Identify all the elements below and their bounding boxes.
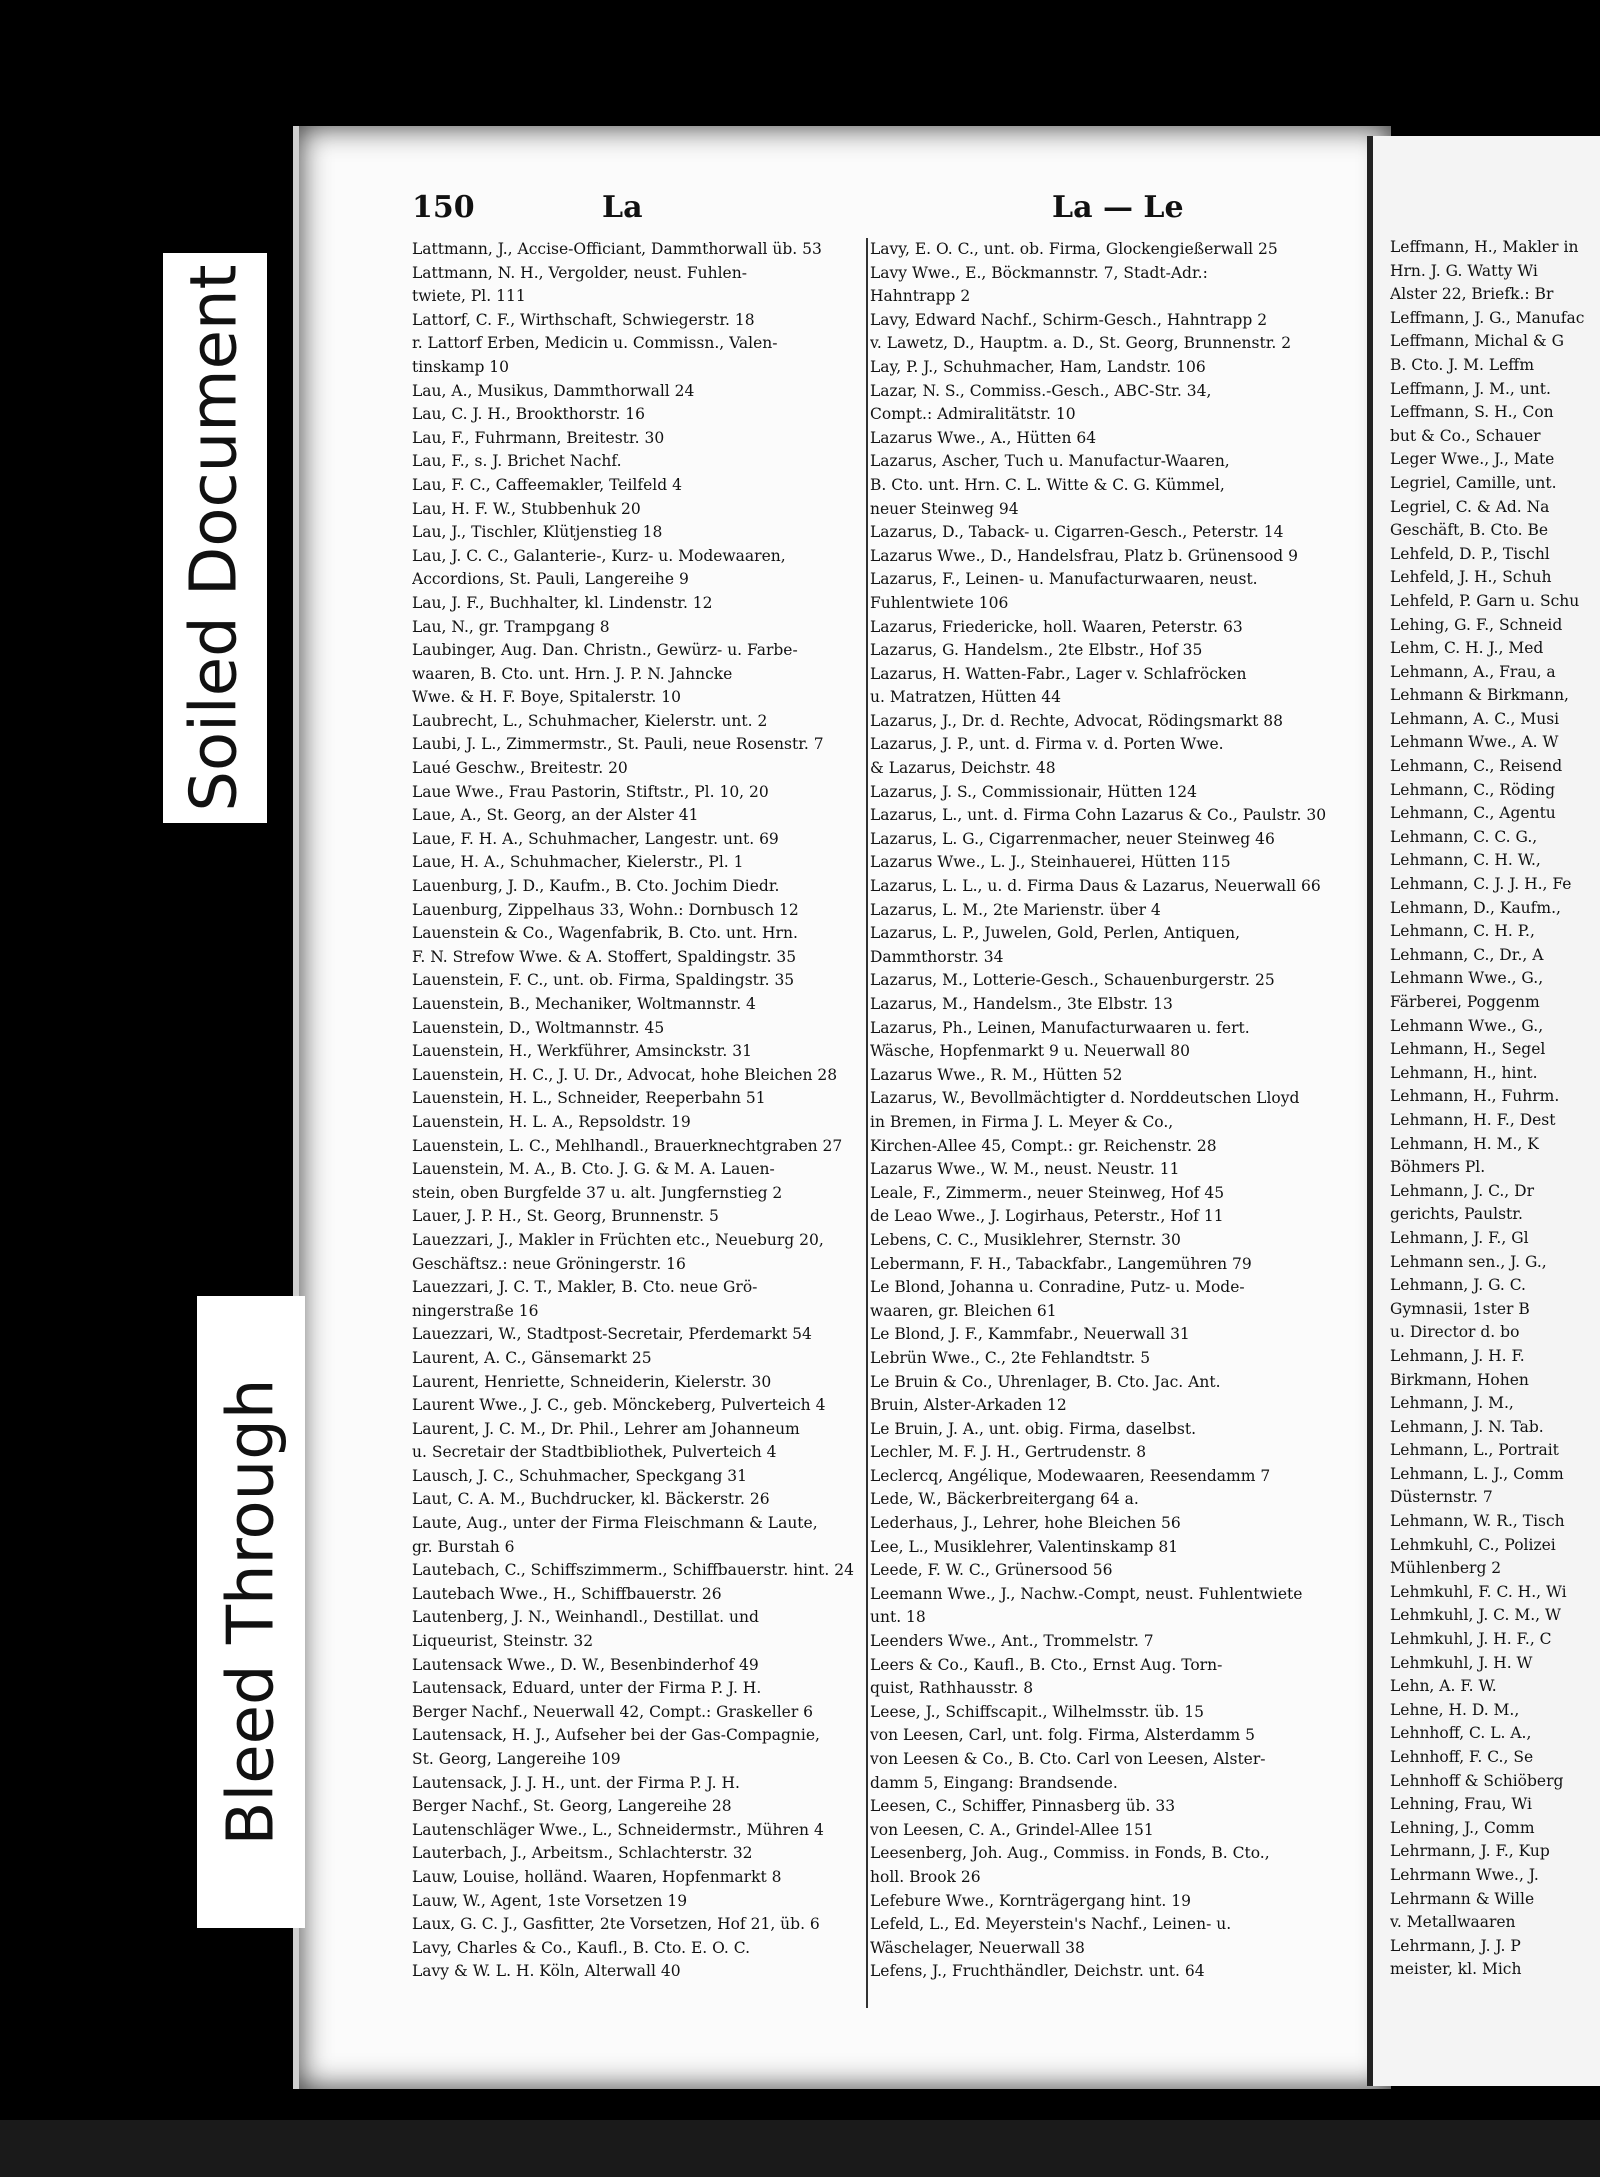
- directory-entry: in Bremen, in Firma J. L. Meyer & Co.,: [870, 1112, 1174, 1131]
- directory-entry: Berger Nachf., Neuerwall 42, Compt.: Graskeller 6: [412, 1702, 814, 1721]
- directory-entry: Lavy, E. O. C., unt. ob. Firma, Glockengießerwall 25: [870, 240, 1278, 258]
- directory-entry: Leesen, C., Schiffer, Pinnasberg üb. 33: [870, 1797, 1176, 1816]
- directory-entry: Lauenstein, H. L. A., Repsoldstr. 19: [412, 1112, 691, 1131]
- directory-entry: Lausch, J. C., Schuhmacher, Speckgang 31: [412, 1466, 748, 1485]
- directory-entry: Lehmann, J. C., Dr: [1390, 1181, 1534, 1200]
- directory-entry: Lazarus Wwe., W. M., neust. Neustr. 11: [870, 1160, 1180, 1179]
- directory-entry: von Leesen, C. A., Grindel-Allee 151: [870, 1820, 1154, 1839]
- directory-entry: Lauenstein & Co., Wagenfabrik, B. Cto. unt. Hrn.: [412, 924, 798, 943]
- directory-entry: Lazarus, Friedericke, holl. Waaren, Peterstr. 63: [870, 617, 1243, 636]
- directory-entry: Lazarus, H. Watten-Fabr., Lager v. Schlafröcken: [870, 664, 1247, 683]
- directory-entry: Leffmann, J. G., Manufac: [1390, 308, 1585, 327]
- directory-entry: waaren, B. Cto. unt. Hrn. J. P. N. Jahncke: [412, 664, 733, 683]
- directory-entry: Lauezzari, J., Makler in Früchten etc., Neueburg 20,: [412, 1230, 824, 1249]
- directory-entry: Lauenstein, H. L., Schneider, Reeperbahn 51: [412, 1089, 766, 1108]
- directory-entry: Lee, L., Musiklehrer, Valentinskamp 81: [870, 1537, 1179, 1556]
- directory-entry: Lautensack, H. J., Aufseher bei der Gas-Compagnie,: [412, 1726, 820, 1745]
- directory-entry: von Leesen, Carl, unt. folg. Firma, Alsterdamm 5: [870, 1726, 1255, 1745]
- directory-entry: Lazarus, J., Dr. d. Rechte, Advocat, Rödingsmarkt 88: [870, 711, 1284, 730]
- directory-entry: Gymnasii, 1ster B: [1390, 1299, 1530, 1318]
- directory-entry: Lehmann, C. J. J. H., Fe: [1390, 875, 1572, 894]
- directory-entry: Lehmkuhl, F. C. H., Wi: [1390, 1582, 1567, 1601]
- directory-entry: Lavy, Charles & Co., Kaufl., B. Cto. E. O. C.: [412, 1938, 750, 1957]
- directory-entry: quist, Rathhausstr. 8: [870, 1679, 1034, 1698]
- directory-entry: Fuhlentwiete 106: [870, 593, 1009, 612]
- directory-entry: Böhmers Pl.: [1390, 1158, 1486, 1177]
- directory-entry: Wäsche, Hopfenmarkt 9 u. Neuerwall 80: [870, 1042, 1191, 1061]
- directory-entry: Lehmann, H., Fuhrm.: [1390, 1087, 1560, 1106]
- directory-entry: Lautensack, J. J. H., unt. der Firma P. J. H.: [412, 1773, 740, 1792]
- directory-entry: Lauw, W., Agent, 1ste Vorsetzen 19: [412, 1891, 688, 1910]
- directory-entry: Lauenstein, D., Woltmannstr. 45: [412, 1018, 665, 1037]
- directory-entry: Lau, H. F. W., Stubbenhuk 20: [412, 499, 641, 518]
- scanner-edge: [0, 2120, 1600, 2177]
- directory-entry: Lavy Wwe., E., Böckmannstr. 7, Stadt-Adr.:: [870, 263, 1208, 282]
- directory-entry: Lau, N., gr. Trampgang 8: [412, 617, 610, 636]
- directory-entry: Compt.: Admiralitätstr. 10: [870, 405, 1076, 424]
- directory-entry: twiete, Pl. 111: [412, 287, 526, 306]
- directory-entry: Lauenburg, J. D., Kaufm., B. Cto. Jochim Diedr.: [412, 877, 780, 896]
- directory-entry: Lehnhoff, C. L. A.,: [1390, 1724, 1532, 1743]
- directory-entry: Hahntrapp 2: [870, 287, 971, 306]
- directory-entry: Laurent, Henriette, Schneiderin, Kielerstr. 30: [412, 1372, 772, 1391]
- directory-entry: & Lazarus, Deichstr. 48: [870, 759, 1056, 778]
- directory-entry: Lazarus, Ascher, Tuch u. Manufactur-Waaren,: [870, 452, 1230, 471]
- directory-entry: Lau, J. C. C., Galanterie-, Kurz- u. Modewaaren,: [412, 546, 786, 565]
- directory-entry: Lau, A., Musikus, Dammthorwall 24: [412, 381, 695, 400]
- bleed-through-label: [197, 1296, 305, 1928]
- directory-entry: Lau, F., Fuhrmann, Breitestr. 30: [412, 428, 665, 447]
- directory-entry: Lauer, J. P. H., St. Georg, Brunnenstr. 5: [412, 1207, 719, 1226]
- directory-entry: Lau, C. J. H., Brookthorstr. 16: [412, 405, 645, 424]
- directory-entry: u. Secretair der Stadtbibliothek, Pulverteich 4: [412, 1443, 777, 1462]
- directory-entry: Berger Nachf., St. Georg, Langereihe 28: [412, 1797, 732, 1816]
- directory-entry: Mühlenberg 2: [1390, 1559, 1502, 1578]
- directory-entry: Lazarus, G. Handelsm., 2te Elbstr., Hof 35: [870, 641, 1203, 660]
- directory-entry: Lehmann sen., J. G.,: [1390, 1252, 1547, 1271]
- directory-entry: Laubi, J. L., Zimmermstr., St. Pauli, neue Rosenstr. 7: [412, 735, 824, 754]
- directory-entry: Lede, W., Bäckerbreitergang 64 a.: [870, 1490, 1139, 1509]
- directory-entry: Lehmkuhl, J. H. W: [1390, 1653, 1533, 1672]
- directory-entry: Lehmkuhl, C., Polizei: [1390, 1535, 1556, 1554]
- directory-entry: Lazarus, L., unt. d. Firma Cohn Lazarus & Co., Paulstr. 30: [870, 806, 1327, 825]
- directory-entry: Leese, J., Schiffscapit., Wilhelmsstr. üb. 15: [870, 1702, 1204, 1721]
- directory-entry: Lay, P. J., Schuhmacher, Ham, Landstr. 106: [870, 357, 1206, 376]
- directory-entry: Lautensack, Eduard, unter der Firma P. J. H.: [412, 1679, 762, 1698]
- directory-entry: Leffmann, H., Makler in: [1390, 238, 1579, 256]
- directory-entry: Lehmann, A., Frau, a: [1390, 662, 1556, 681]
- directory-entry: Lehmann Wwe., G.,: [1390, 1016, 1544, 1035]
- directory-entry: Lazarus, L. M., 2te Marienstr. über 4: [870, 900, 1161, 919]
- directory-entry: u. Director d. bo: [1390, 1323, 1520, 1342]
- directory-entry: Lehfeld, J. H., Schuh: [1390, 568, 1552, 587]
- directory-entry: gerichts, Paulstr.: [1390, 1205, 1523, 1224]
- directory-entry: Lehmann, H. F., Dest: [1390, 1110, 1556, 1129]
- directory-entry: stein, oben Burgfelde 37 u. alt. Jungfernstieg 2: [412, 1183, 783, 1202]
- directory-entry: St. Georg, Langereihe 109: [412, 1750, 621, 1768]
- directory-entry: Lehmann, C. H. P.,: [1390, 922, 1535, 941]
- directory-entry: Laue, H. A., Schuhmacher, Kielerstr., Pl. 1: [412, 853, 744, 872]
- column-divider: [866, 238, 868, 2008]
- directory-entry: Lebermann, F. H., Tabackfabr., Langemühren 79: [870, 1254, 1252, 1273]
- directory-entry: Lazarus, W., Bevollmächtigter d. Norddeutschen Lloyd: [870, 1089, 1300, 1108]
- directory-entry: Lazarus Wwe., A., Hütten 64: [870, 428, 1097, 447]
- directory-entry: Lehmann Wwe., A. W: [1390, 733, 1559, 752]
- directory-entry: Legriel, Camille, unt.: [1390, 473, 1557, 492]
- directory-entry: Lavy, Edward Nachf., Schirm-Gesch., Hahntrapp 2: [870, 310, 1268, 329]
- directory-entry: Lehmann, A. C., Musi: [1390, 709, 1560, 728]
- directory-entry: Lazarus, L. G., Cigarrenmacher, neuer Steinweg 46: [870, 829, 1275, 848]
- left-column: [412, 238, 877, 1984]
- directory-entry: Lattmann, J., Accise-Officiant, Dammthorwall üb. 53: [412, 240, 822, 258]
- directory-entry: Laurent, A. C., Gänsemarkt 25: [412, 1348, 652, 1367]
- directory-entry: Legriel, C. & Ad. Na: [1390, 497, 1550, 516]
- directory-entry: Lazarus, J. S., Commissionair, Hütten 124: [870, 782, 1197, 801]
- directory-entry: Lehmann, C. C. G.,: [1390, 827, 1538, 846]
- directory-entry: Lazarus, M., Lotterie-Gesch., Schauenburgerstr. 25: [870, 971, 1275, 990]
- directory-entry: Leede, F. W. C., Grünersood 56: [870, 1561, 1113, 1580]
- directory-entry: Kirchen-Allee 45, Compt.: gr. Reichenstr. 28: [870, 1136, 1217, 1155]
- directory-entry: v. Lawetz, D., Hauptm. a. D., St. Georg, Brunnenstr. 2: [870, 334, 1292, 353]
- directory-entry: Lehmann, C., Dr., A: [1390, 945, 1544, 964]
- directory-entry: Laurent, J. C. M., Dr. Phil., Lehrer am Johanneum: [412, 1419, 800, 1438]
- directory-entry: Lehmann, W. R., Tisch: [1390, 1512, 1565, 1531]
- directory-entry: Lautenschläger Wwe., L., Schneidermstr., Mühren 4: [412, 1820, 824, 1839]
- directory-entry: Lau, F., s. J. Brichet Nachf.: [412, 452, 622, 471]
- directory-entry: Lehmann, J. H. F.: [1390, 1346, 1525, 1365]
- directory-entry: Lauenstein, B., Mechaniker, Woltmannstr. 4: [412, 995, 756, 1013]
- directory-entry: holl. Brook 26: [870, 1867, 981, 1886]
- directory-entry: unt. 18: [870, 1608, 926, 1627]
- directory-entry: Leffmann, S. H., Con: [1390, 403, 1554, 422]
- directory-entry: Bruin, Alster-Arkaden 12: [870, 1396, 1067, 1415]
- directory-entry: Lehmann, J. N. Tab.: [1390, 1417, 1544, 1436]
- dark-background: [1300, 0, 1600, 126]
- directory-entry: Leffmann, J. M., unt.: [1390, 379, 1551, 398]
- directory-entry: Leenders Wwe., Ant., Trommelstr. 7: [870, 1632, 1154, 1651]
- soiled-document-text: Soiled Document: [178, 264, 252, 812]
- directory-entry: de Leao Wwe., J. Logirhaus, Peterstr., Hof 11: [870, 1207, 1224, 1226]
- directory-entry: Lazarus, D., Taback- u. Cigarren-Gesch., Peterstr. 14: [870, 523, 1284, 542]
- directory-entry: Lazarus Wwe., D., Handelsfrau, Platz b. Grünensood 9: [870, 546, 1298, 565]
- directory-entry: Lazarus Wwe., L. J., Steinhauerei, Hütten 115: [870, 853, 1231, 872]
- left-running-head: La: [602, 190, 643, 225]
- directory-entry: Lautebach, C., Schiffszimmerm., Schiffbauerstr. hint. 24: [412, 1561, 854, 1580]
- directory-entry: Lauenstein, H. C., J. U. Dr., Advocat, hohe Bleichen 28: [412, 1065, 838, 1084]
- directory-entry: Lehrmann, J. J. P: [1390, 1936, 1521, 1955]
- directory-entry: Leers & Co., Kaufl., B. Cto., Ernst Aug. Torn-: [870, 1655, 1223, 1674]
- directory-entry: B. Cto. J. M. Leffm: [1390, 355, 1535, 374]
- directory-entry: Lehmann, H., hint.: [1390, 1063, 1538, 1082]
- page-number: 150: [412, 190, 475, 225]
- directory-entry: Lauw, Louise, holländ. Waaren, Hopfenmarkt 8: [412, 1867, 782, 1886]
- directory-entry: Liqueurist, Steinstr. 32: [412, 1632, 594, 1651]
- directory-entry: Lauenstein, F. C., unt. ob. Firma, Spaldingstr. 35: [412, 971, 795, 990]
- directory-entry: Lehm, C. H. J., Med: [1390, 639, 1544, 658]
- directory-entry: Laurent Wwe., J. C., geb. Mönckeberg, Pulverteich 4: [412, 1396, 826, 1415]
- directory-entry: v. Metallwaaren: [1390, 1913, 1516, 1932]
- directory-entry: Lehfeld, P. Garn u. Schu: [1390, 591, 1580, 610]
- directory-entry: Lautenberg, J. N., Weinhandl., Destillat. und: [412, 1608, 759, 1627]
- directory-entry: Lehmann, D., Kaufm.,: [1390, 898, 1561, 917]
- directory-entry: Lehmann Wwe., G.,: [1390, 969, 1544, 988]
- directory-entry: Leger Wwe., J., Mate: [1390, 450, 1555, 469]
- directory-entry: Lehning, Frau, Wi: [1390, 1795, 1533, 1814]
- directory-entry: Lehmkuhl, J. C. M., W: [1390, 1606, 1561, 1625]
- directory-entry: Leale, F., Zimmerm., neuer Steinweg, Hof 45: [870, 1183, 1225, 1202]
- directory-entry: Lauterbach, J., Arbeitsm., Schlachterstr. 32: [412, 1844, 753, 1863]
- bleed-through-text: Bleed Through: [214, 1378, 288, 1846]
- directory-entry: Lattmann, N. H., Vergolder, neust. Fuhlen-: [412, 263, 747, 282]
- directory-entry: Leffmann, Michal & G: [1390, 332, 1564, 351]
- directory-entry: Dammthorstr. 34: [870, 947, 1004, 966]
- directory-entry: Lehmann, H., Segel: [1390, 1040, 1546, 1059]
- directory-entry: Lehmann, J. F., Gl: [1390, 1228, 1529, 1247]
- directory-entry: Lehnhoff, F. C., Se: [1390, 1748, 1534, 1766]
- directory-entry: Lattorf, C. F., Wirthschaft, Schwiegerstr. 18: [412, 310, 755, 329]
- directory-entry: Laut, C. A. M., Buchdrucker, kl. Bäckerstr. 26: [412, 1490, 770, 1509]
- directory-entry: Lauezzari, W., Stadtpost-Secretair, Pferdemarkt 54: [412, 1325, 812, 1344]
- page-header: [412, 190, 1342, 234]
- directory-entry: damm 5, Eingang: Brandsende.: [870, 1773, 1118, 1792]
- directory-entry: Lehmann, L. J., Comm: [1390, 1464, 1564, 1483]
- directory-entry: Lehning, J., Comm: [1390, 1818, 1535, 1837]
- directory-entry: Wäschelager, Neuerwall 38: [870, 1938, 1085, 1957]
- directory-entry: Lehmann, H. M., K: [1390, 1134, 1539, 1153]
- directory-entry: neuer Steinweg 94: [870, 499, 1019, 518]
- directory-entry: Lehfeld, D. P., Tischl: [1390, 544, 1550, 563]
- directory-entry: u. Matratzen, Hütten 44: [870, 688, 1061, 707]
- directory-entry: Lau, F. C., Caffeemakler, Teilfeld 4: [412, 475, 682, 494]
- directory-entry: Leemann Wwe., J., Nachw.-Compt, neust. Fuhlentwiete: [870, 1584, 1303, 1603]
- directory-entry: Lehmkuhl, J. H. F., C: [1390, 1630, 1552, 1649]
- directory-entry: Lehmann, C., Röding: [1390, 780, 1556, 799]
- directory-entry: Lavy & W. L. H. Köln, Alterwall 40: [412, 1962, 681, 1981]
- directory-entry: Lazarus, M., Handelsm., 3te Elbstr. 13: [870, 995, 1173, 1013]
- directory-entry: Düsternstr. 7: [1390, 1488, 1493, 1507]
- directory-entry: r. Lattorf Erben, Medicin u. Commissn., Valen-: [412, 334, 778, 353]
- directory-entry: Lehmann, L., Portrait: [1390, 1441, 1559, 1460]
- directory-entry: Lederhaus, J., Lehrer, hohe Bleichen 56: [870, 1514, 1181, 1533]
- directory-entry: Laute, Aug., unter der Firma Fleischmann & Laute,: [412, 1514, 818, 1533]
- directory-entry: Lautensack Wwe., D. W., Besenbinderhof 49: [412, 1655, 759, 1674]
- directory-entry: Lefens, J., Fruchthändler, Deichstr. unt. 64: [870, 1962, 1205, 1981]
- directory-entry: F. N. Strefow Wwe. & A. Stoffert, Spaldingstr. 35: [412, 947, 797, 966]
- directory-entry: tinskamp 10: [412, 357, 510, 376]
- directory-entry: but & Co., Schauer: [1390, 426, 1541, 445]
- directory-entry: Lebens, C. C., Musiklehrer, Sternstr. 30: [870, 1230, 1181, 1249]
- directory-entry: Lazarus Wwe., R. M., Hütten 52: [870, 1065, 1123, 1084]
- directory-entry: Accordions, St. Pauli, Langereihe 9: [412, 570, 689, 589]
- directory-entry: Lauenburg, Zippelhaus 33, Wohn.: Dornbusch 12: [412, 900, 799, 919]
- directory-entry: meister, kl. Mich: [1390, 1960, 1522, 1979]
- directory-entry: Lehmann, J. G. C.: [1390, 1276, 1526, 1295]
- directory-entry: Leesenberg, Joh. Aug., Commiss. in Fonds, B. Cto.,: [870, 1844, 1270, 1863]
- directory-entry: ningerstraße 16: [412, 1301, 539, 1320]
- next-page-column: [1390, 236, 1600, 1982]
- directory-entry: Lauenstein, L. C., Mehlhandl., Brauerknechtgraben 27: [412, 1136, 843, 1155]
- directory-entry: Laue, A., St. Georg, an der Alster 41: [412, 806, 699, 825]
- directory-entry: Lefebure Wwe., Kornträgergang hint. 19: [870, 1891, 1191, 1910]
- directory-entry: Lehmann, C., Reisend: [1390, 757, 1563, 776]
- directory-entry: Lazarus, L. P., Juwelen, Gold, Perlen, Antiquen,: [870, 924, 1241, 943]
- directory-entry: von Leesen & Co., B. Cto. Carl von Leesen, Alster-: [870, 1750, 1266, 1768]
- directory-entry: Laux, G. C. J., Gasfitter, 2te Vorsetzen, Hof 21, üb. 6: [412, 1915, 820, 1934]
- directory-entry: B. Cto. unt. Hrn. C. L. Witte & C. G. Kümmel,: [870, 475, 1225, 494]
- directory-entry: Geschäft, B. Cto. Be: [1390, 521, 1549, 540]
- directory-entry: Lauezzari, J. C. T., Makler, B. Cto. neue Grö-: [412, 1278, 758, 1297]
- directory-entry: Le Bruin, J. A., unt. obig. Firma, daselbst.: [870, 1419, 1197, 1438]
- directory-entry: Birkmann, Hohen: [1390, 1370, 1529, 1389]
- directory-entry: Lauenstein, H., Werkführer, Amsinckstr. 31: [412, 1042, 752, 1061]
- directory-entry: Laubinger, Aug. Dan. Christn., Gewürz- u. Farbe-: [412, 641, 798, 660]
- directory-entry: gr. Burstah 6: [412, 1537, 515, 1556]
- directory-entry: Lehmann, C., Agentu: [1390, 804, 1556, 823]
- directory-entry: Lehmann, C. H. W.,: [1390, 851, 1541, 870]
- directory-entry: Lau, J. F., Buchhalter, kl. Lindenstr. 12: [412, 593, 713, 612]
- directory-entry: Le Blond, Johanna u. Conradine, Putz- u. Mode-: [870, 1278, 1245, 1297]
- directory-entry: Lehne, H. D. M.,: [1390, 1700, 1520, 1719]
- directory-entry: Lehnhoff & Schiöberg: [1390, 1771, 1564, 1790]
- directory-entry: Lefeld, L., Ed. Meyerstein's Nachf., Leinen- u.: [870, 1915, 1232, 1934]
- right-column: [870, 238, 1335, 1984]
- directory-entry: Lazarus, F., Leinen- u. Manufacturwaaren, neust.: [870, 570, 1258, 589]
- directory-entry: Lechler, M. F. J. H., Gertrudenstr. 8: [870, 1443, 1147, 1462]
- directory-entry: Lehrmann Wwe., J.: [1390, 1865, 1539, 1884]
- directory-entry: Lehn, A. F. W.: [1390, 1677, 1497, 1696]
- directory-entry: Laué Geschw., Breitestr. 20: [412, 759, 628, 778]
- directory-entry: Lauenstein, M. A., B. Cto. J. G. & M. A. Lauen-: [412, 1160, 775, 1179]
- directory-entry: Laubrecht, L., Schuhmacher, Kielerstr. unt. 2: [412, 711, 768, 730]
- directory-entry: Geschäftsz.: neue Gröningerstr. 16: [412, 1254, 686, 1273]
- directory-entry: Le Bruin & Co., Uhrenlager, B. Cto. Jac. Ant.: [870, 1372, 1221, 1391]
- directory-entry: Lazarus, Ph., Leinen, Manufacturwaaren u. fert.: [870, 1018, 1250, 1037]
- directory-entry: Le Blond, J. F., Kammfabr., Neuerwall 31: [870, 1325, 1190, 1344]
- directory-entry: Alster 22, Briefk.: Br: [1390, 285, 1554, 304]
- directory-entry: Lehing, G. F., Schneid: [1390, 615, 1563, 634]
- directory-entry: Lehrmann, J. F., Kup: [1390, 1842, 1550, 1861]
- soiled-document-label: [163, 253, 267, 823]
- directory-entry: waaren, gr. Bleichen 61: [870, 1301, 1057, 1320]
- directory-entry: Lazarus, J. P., unt. d. Firma v. d. Porten Wwe.: [870, 735, 1224, 754]
- directory-entry: Lebrün Wwe., C., 2te Fehlandtstr. 5: [870, 1348, 1151, 1367]
- right-running-head: La — Le: [1052, 190, 1184, 225]
- directory-entry: Färberei, Poggenm: [1390, 993, 1540, 1011]
- directory-entry: Wwe. & H. F. Boye, Spitalerstr. 10: [412, 688, 681, 707]
- directory-entry: Lehrmann & Wille: [1390, 1889, 1535, 1908]
- directory-entry: Lazarus, L. L., u. d. Firma Daus & Lazarus, Neuerwall 66: [870, 877, 1321, 896]
- directory-entry: Lazar, N. S., Commiss.-Gesch., ABC-Str. 34,: [870, 381, 1212, 400]
- directory-entry: Lau, J., Tischler, Klütjenstieg 18: [412, 523, 663, 542]
- directory-entry: Lehmann, J. M.,: [1390, 1394, 1514, 1413]
- directory-entry: Leclercq, Angélique, Modewaaren, Reesendamm 7: [870, 1466, 1271, 1485]
- directory-entry: Lehmann & Birkmann,: [1390, 686, 1569, 705]
- directory-entry: Hrn. J. G. Watty Wi: [1390, 261, 1538, 280]
- directory-entry: Laue Wwe., Frau Pastorin, Stiftstr., Pl. 10, 20: [412, 782, 769, 801]
- directory-entry: Laue, F. H. A., Schuhmacher, Langestr. unt. 69: [412, 829, 779, 848]
- directory-entry: Lautebach Wwe., H., Schiffbauerstr. 26: [412, 1584, 722, 1603]
